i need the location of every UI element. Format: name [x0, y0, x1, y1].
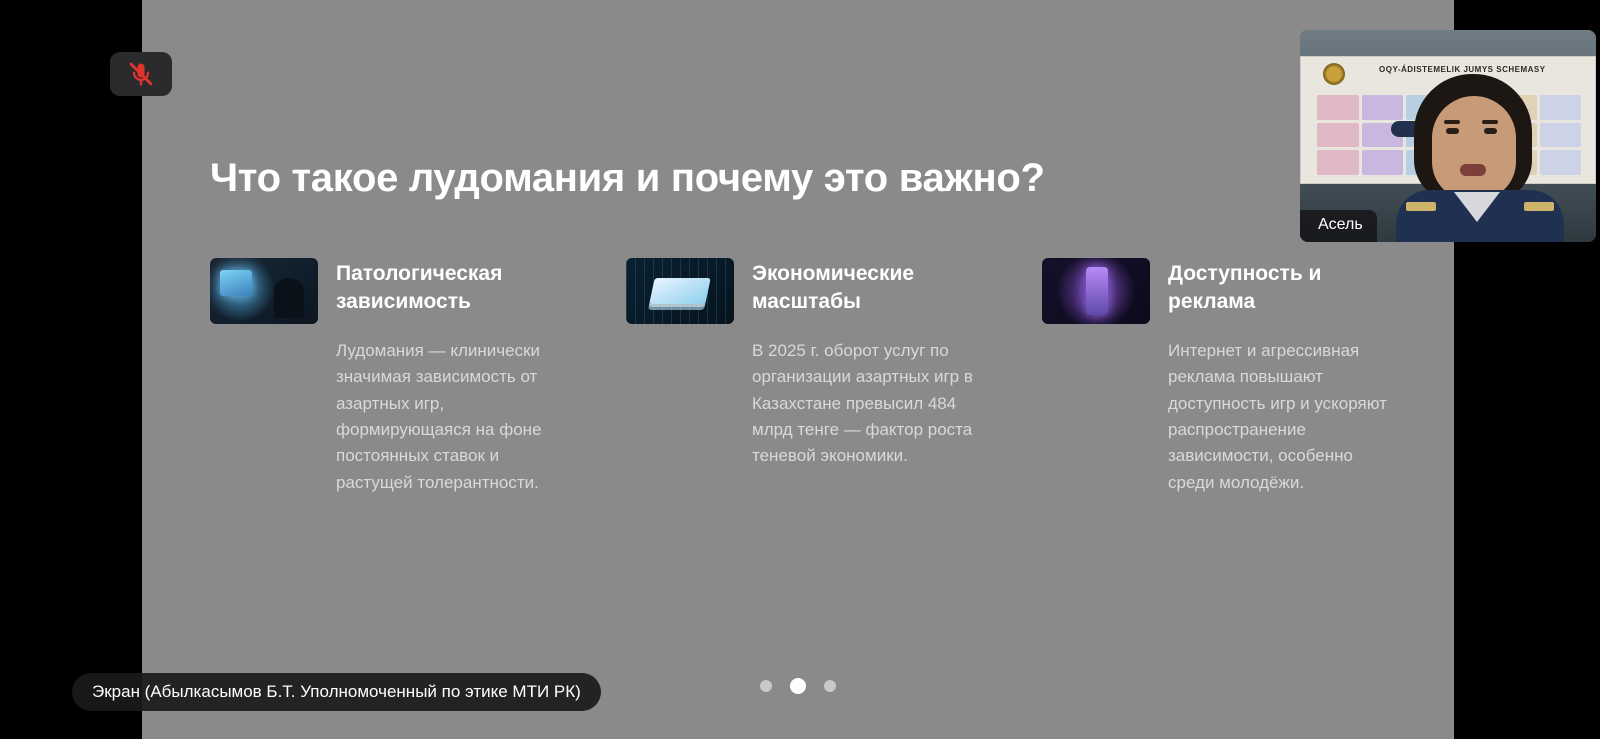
column-header: [210, 258, 568, 324]
column-body: Лудомания — клинически значимая зависимость от азартных игр, формирующаяся на фоне постоянных ставок и растущей толерантности.: [336, 341, 542, 492]
poster-title: OQY-ÁDISTEMELIK JUMYS SCHEMASY: [1379, 65, 1546, 74]
slot-machine-thumbnail-icon: [210, 258, 318, 324]
slide-column: [1042, 258, 1400, 496]
slide-title: Что такое лудомания и почему это важно?: [210, 156, 1045, 200]
smartphone-thumbnail-icon: [1042, 258, 1150, 324]
pagination-dot-active[interactable]: [790, 678, 806, 694]
shared-screen-area: [142, 0, 1454, 739]
column-header: [1042, 258, 1400, 324]
column-body: Интернет и агрессивная реклама повышают доступность игр и ускоряют распространение зависимости, особенно среди молодёжи.: [1168, 341, 1387, 492]
pagination-dot[interactable]: [760, 680, 772, 692]
emblem-icon: [1323, 63, 1345, 85]
slide-columns: [210, 258, 1400, 496]
slide-pagination[interactable]: [760, 678, 836, 694]
pagination-dot[interactable]: [824, 680, 836, 692]
microphone-muted-indicator[interactable]: [110, 52, 172, 96]
slide-column: [210, 258, 568, 496]
microphone-muted-icon: [127, 60, 155, 88]
slide-column: [626, 258, 984, 496]
column-header: [626, 258, 984, 324]
screen-share-label: Экран (Абылкасымов Б.Т. Уполномоченный по этике МТИ РК): [72, 673, 601, 711]
column-body: В 2025 г. оборот услуг по организации азартных игр в Казахстане превысил 484 млрд тенге — фактор роста теневой экономики.: [752, 341, 973, 466]
column-title: Патологическая зависимость: [336, 262, 503, 313]
participant-video-tile[interactable]: [1300, 30, 1596, 242]
money-stack-thumbnail-icon: [626, 258, 734, 324]
participant-name-label: Асель: [1300, 210, 1377, 242]
column-title: Доступность и реклама: [1168, 262, 1322, 313]
presentation-slide: [142, 0, 1454, 739]
participant-figure: [1396, 74, 1564, 242]
column-title: Экономические масштабы: [752, 262, 915, 313]
